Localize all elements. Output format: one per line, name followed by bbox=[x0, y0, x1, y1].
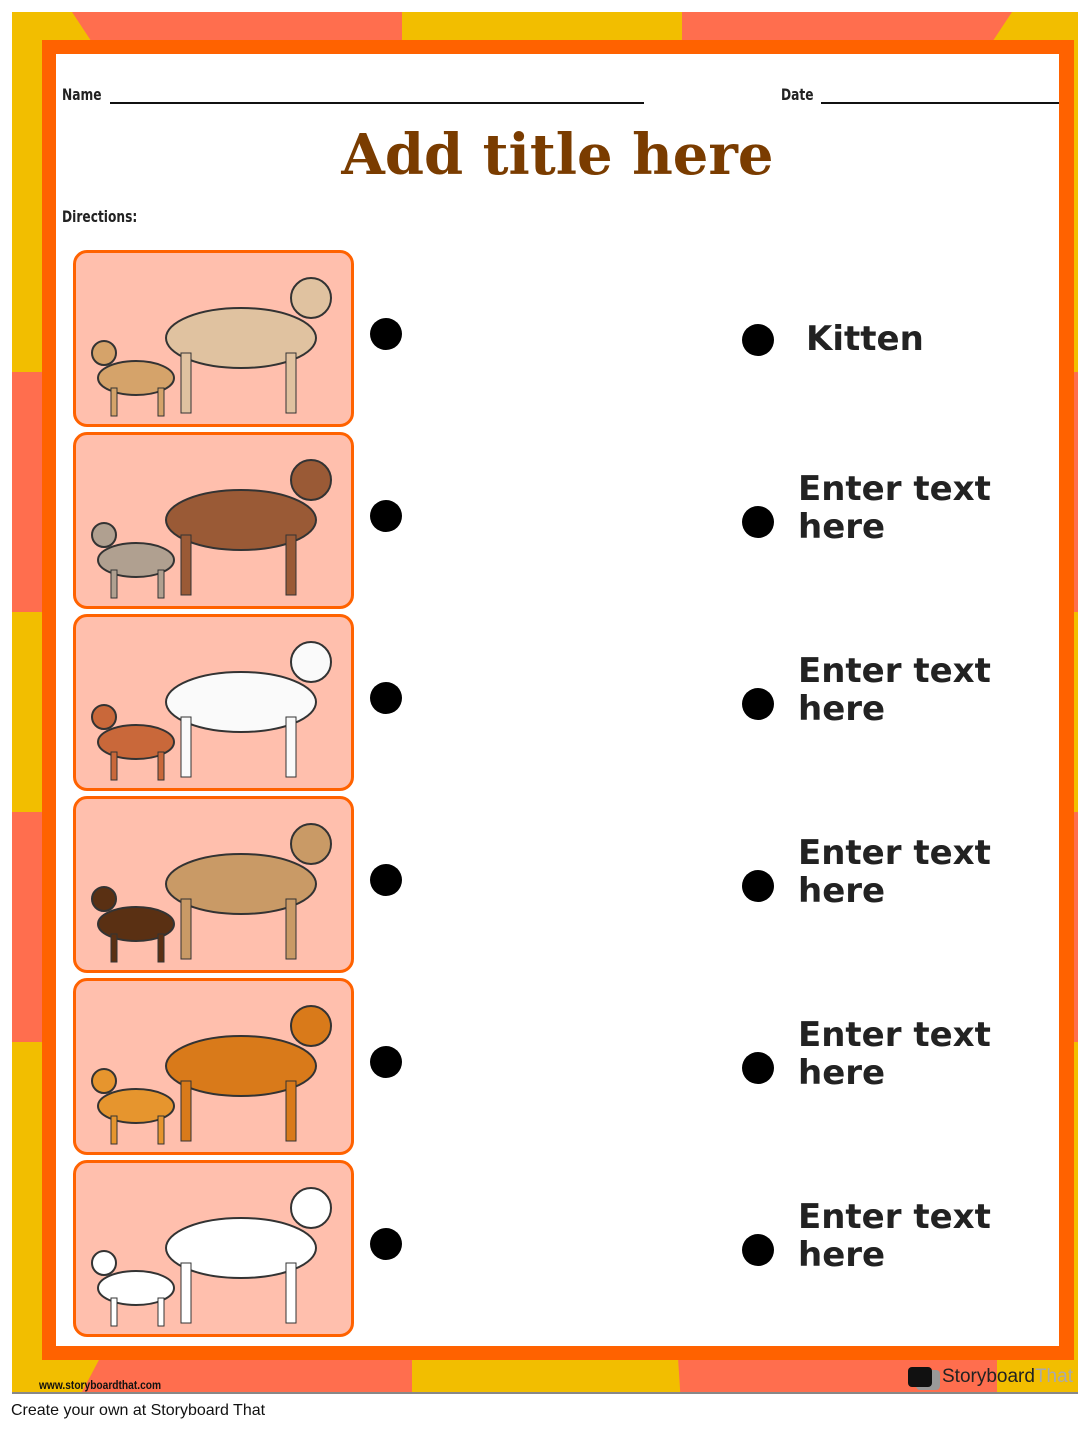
answer-text[interactable]: Enter text here bbox=[798, 1197, 991, 1275]
create-your-own-link[interactable]: Create your own at Storyboard That bbox=[11, 1402, 266, 1419]
brand-text-accent: That bbox=[1034, 1366, 1073, 1387]
animal-image-dog-and-puppy bbox=[73, 250, 354, 427]
worksheet-frame bbox=[12, 12, 1078, 1394]
left-match-dot[interactable] bbox=[370, 1228, 402, 1260]
animal-image-lion-and-cub bbox=[73, 796, 354, 973]
worksheet-sheet bbox=[56, 54, 1059, 1346]
left-match-dot[interactable] bbox=[370, 1046, 402, 1078]
date-label: Date bbox=[781, 85, 814, 104]
right-match-dot[interactable] bbox=[742, 506, 774, 538]
date-field[interactable] bbox=[821, 102, 1059, 104]
left-match-dot[interactable] bbox=[370, 318, 402, 350]
left-match-dot[interactable] bbox=[370, 500, 402, 532]
storyboard-logo bbox=[908, 1366, 1073, 1388]
directions-label: Directions: bbox=[62, 207, 138, 226]
name-label: Name bbox=[62, 85, 102, 104]
page-title[interactable]: Add title here bbox=[341, 122, 774, 188]
answer-text[interactable]: Enter text here bbox=[798, 833, 991, 911]
right-match-dot[interactable] bbox=[742, 324, 774, 356]
right-match-dot[interactable] bbox=[742, 870, 774, 902]
answer-text[interactable]: Kitten bbox=[806, 319, 924, 359]
speech-bubble-icon bbox=[908, 1367, 932, 1387]
animal-image-cow-and-calf bbox=[73, 1160, 354, 1337]
answer-text[interactable]: Enter text here bbox=[798, 469, 991, 547]
animal-image-cat-and-kitten bbox=[73, 614, 354, 791]
name-field[interactable] bbox=[110, 102, 644, 104]
animal-image-horse-and-foal bbox=[73, 432, 354, 609]
left-match-dot[interactable] bbox=[370, 864, 402, 896]
brand-text: Storyboard bbox=[942, 1366, 1035, 1387]
right-match-dot[interactable] bbox=[742, 688, 774, 720]
storyboard-url[interactable]: www.storyboardthat.com bbox=[39, 1378, 162, 1392]
right-match-dot[interactable] bbox=[742, 1234, 774, 1266]
animal-image-tiger-and-cub bbox=[73, 978, 354, 1155]
right-match-dot[interactable] bbox=[742, 1052, 774, 1084]
left-match-dot[interactable] bbox=[370, 682, 402, 714]
answer-text[interactable]: Enter text here bbox=[798, 651, 991, 729]
answer-text[interactable]: Enter text here bbox=[798, 1015, 991, 1093]
